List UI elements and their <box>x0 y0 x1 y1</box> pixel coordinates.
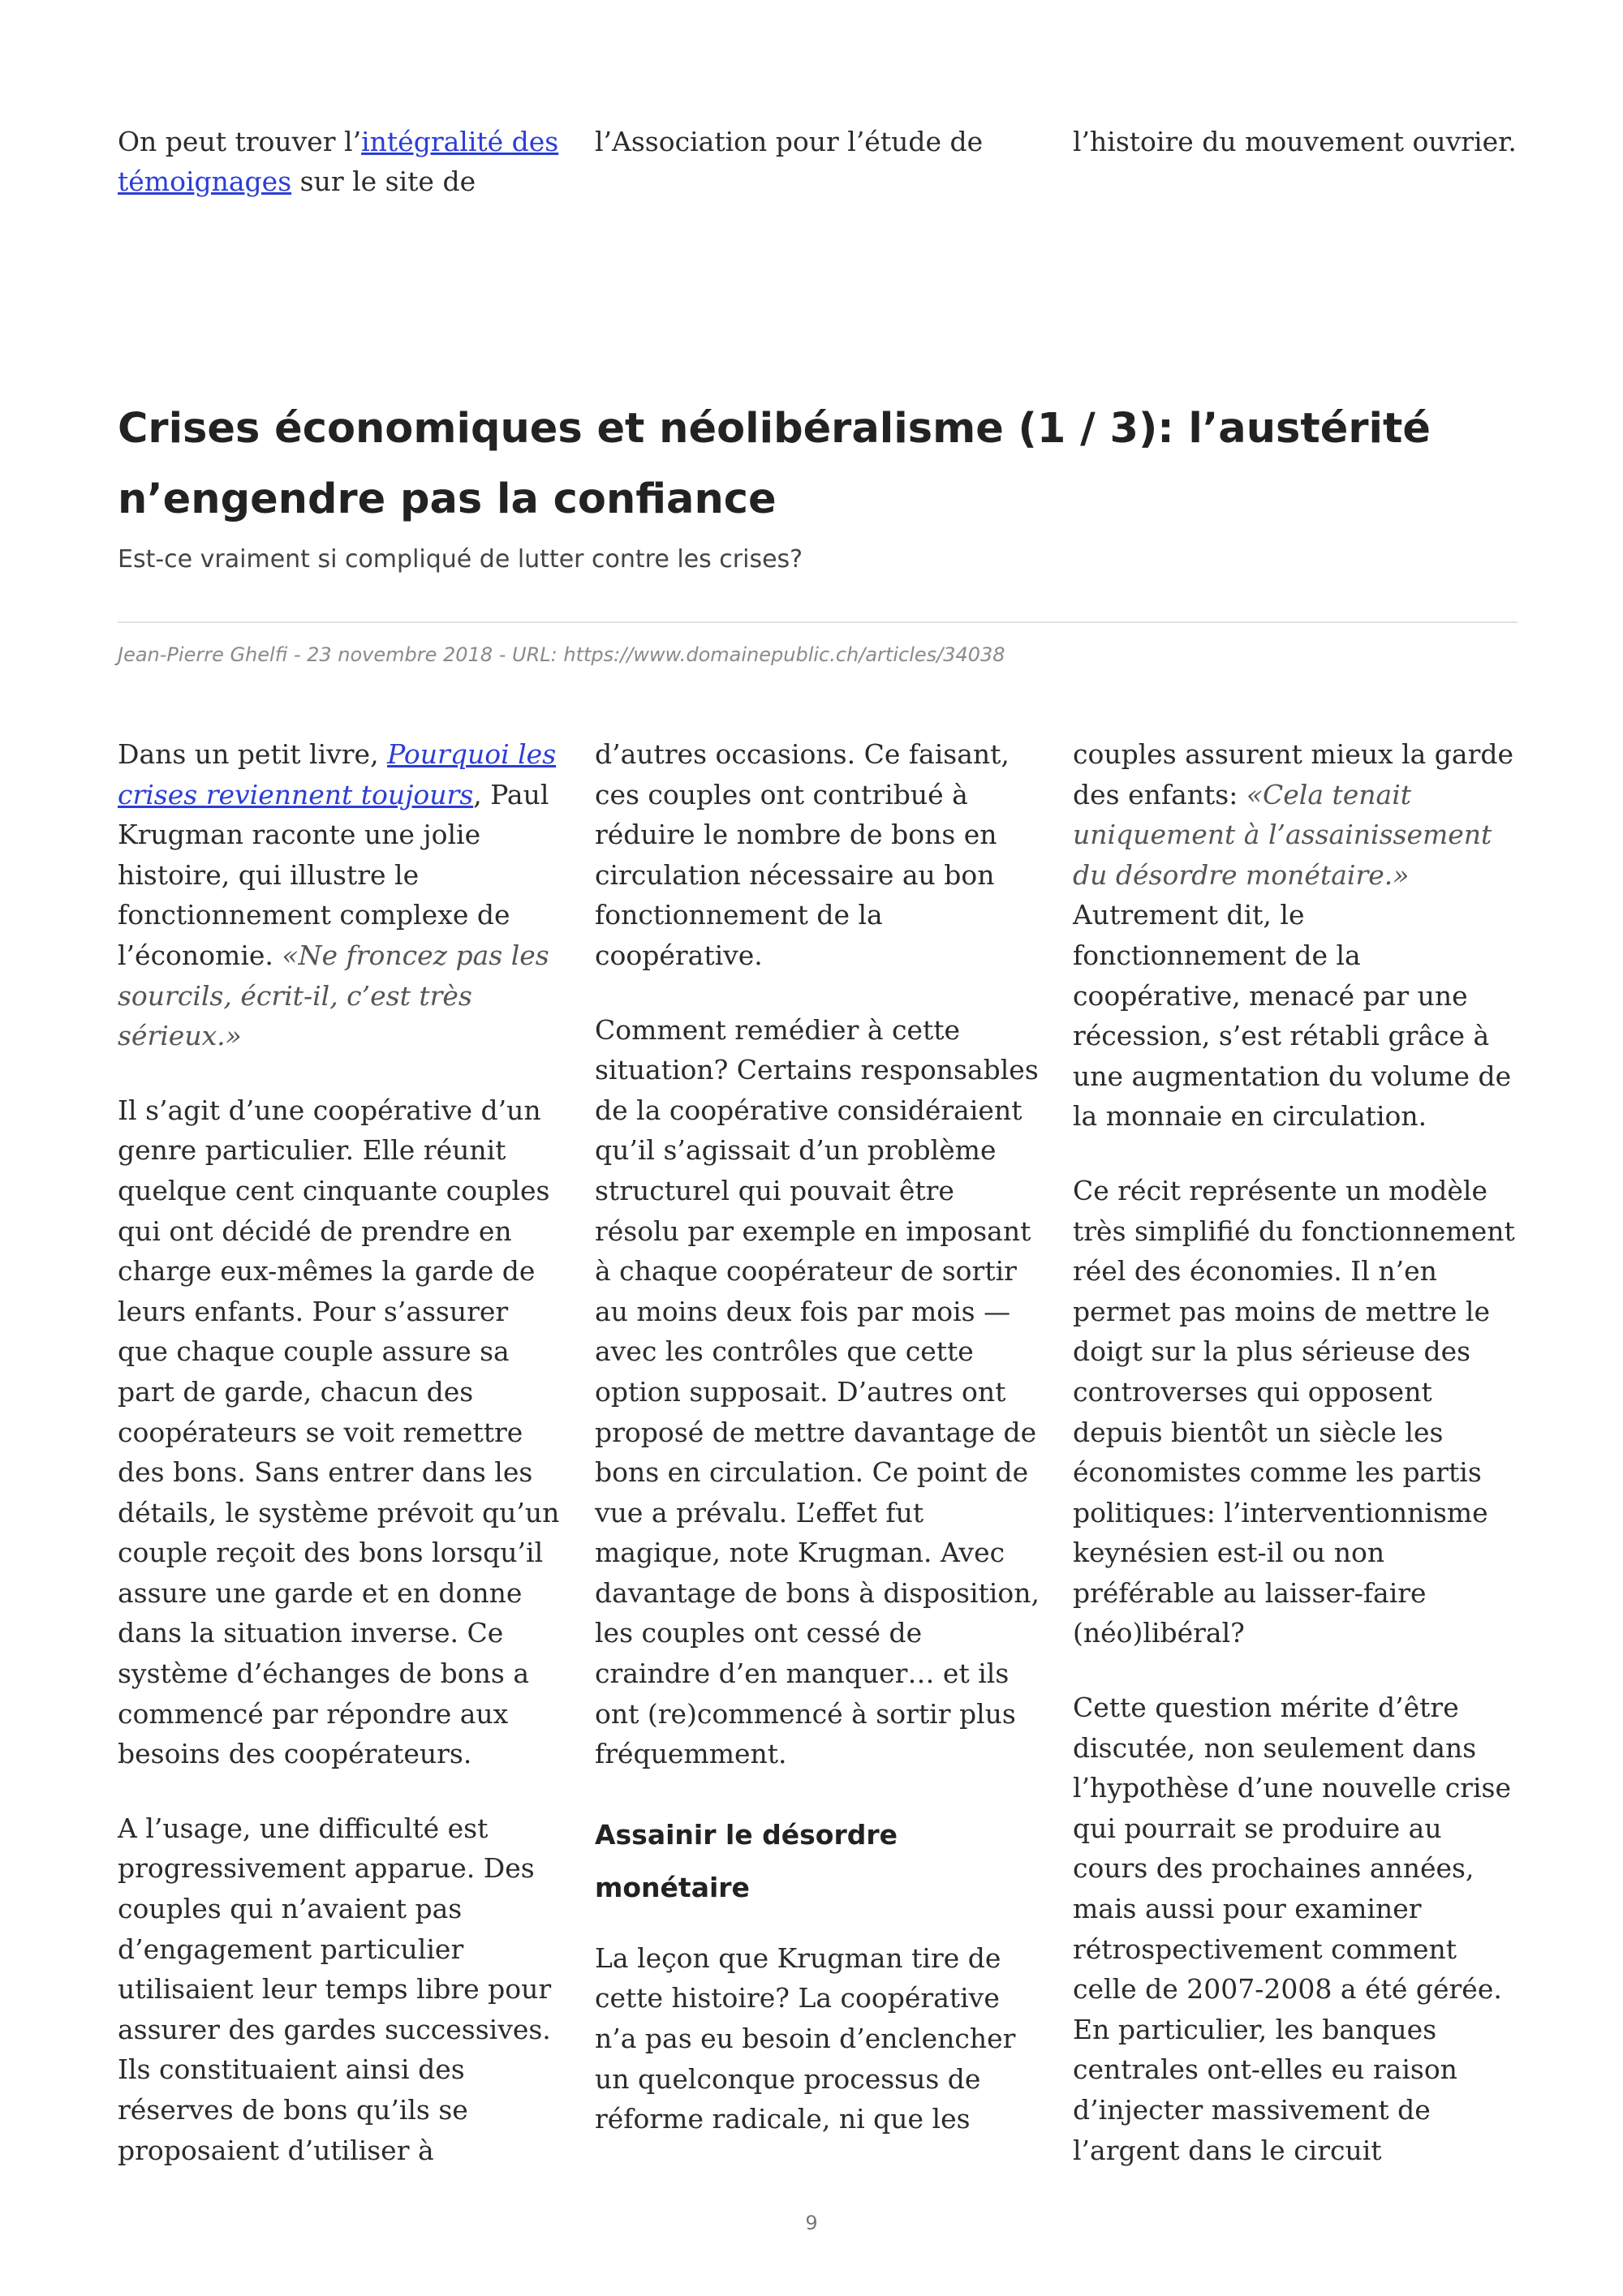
body-column-2 <box>595 734 1041 2173</box>
body-column-3 <box>1073 734 1519 2204</box>
article-title: Crises économiques et néolibéralisme (1 / 3): l’austérité n’engendre pas la confiance <box>118 405 1431 523</box>
article-subtitle: Est-ce vraiment si compliqué de lutter contre les crises? <box>118 545 803 574</box>
article-meta: Jean-Pierre Ghelfi - 23 novembre 2018 - URL: https://www.domainepublic.ch/articles/34038 <box>118 643 1005 666</box>
paragraph <box>118 734 564 1056</box>
tail-column-3: l’histoire du mouvement ouvrier. <box>1073 126 1517 157</box>
page-number: 9 <box>805 2212 818 2234</box>
tail-text-prefix: On peut trouver l’ <box>118 126 362 157</box>
paragraph: Ce récit représente un modèle très simplifié du fonctionnement réel des économies. Il n’en permet pas moins de mettre le doigt sur la plus sérieuse des controverses qui opposent depuis bientôt un siècle les économistes comme les partis politiques: l’interventionnisme keynésien est-il ou non préférable au laisser-faire (néo)libéral? <box>1073 1174 1515 1649</box>
tail-text-suffix: sur le site de <box>291 166 476 197</box>
paragraph <box>1073 734 1519 1137</box>
tail-column-1 <box>118 122 564 201</box>
paragraph-text: Dans un petit livre, <box>118 738 388 770</box>
paragraph: Il s’agit d’une coopérative d’un genre particulier. Elle réunit quelque cent cinquante couples qui ont décidé de prendre en charge eux-mêmes la garde de leurs enfants. Pour s’assurer que chaque couple assure sa part de garde, chacun des coopérateurs se voit remettre des bons. Sans entrer dans les détails, le système prévoit qu’un couple reçoit des bons lorsqu’il assure une garde et en donne dans la situation inverse. Ce système d’échanges de bons a commencé par répondre aux besoins des coopérateurs. <box>118 1094 560 1770</box>
paragraph: A l’usage, une difficulté est progressivement apparue. Des couples qui n’avaient pas d’engagement particulier utilisaient leur temps libre pour assurer des gardes successives. Ils constituaient ainsi des réserves de bons qu’ils se proposaient d’utiliser à <box>118 1812 552 2166</box>
monetary-quote: «Cela tenait uniquement à l’assainissement du désordre monétaire.» <box>1073 778 1492 891</box>
testimonies-link[interactable]: intégralité des témoignages <box>118 126 559 197</box>
header-divider <box>118 621 1518 623</box>
paragraph: Cette question mérite d’être discutée, non seulement dans l’hypothèse d’une nouvelle crise qui pourrait se produire au cours des prochaines années, mais aussi pour examiner rétrospectivement comment celle de 2007-2008 a été gérée. En particulier, les banques centrales ont-elles eu raison d’injecter massivement de l’argent dans le circuit <box>1073 1692 1512 2166</box>
paragraph: La leçon que Krugman tire de cette histoire? La coopérative n’a pas eu besoin d’enclencher un quelconque processus de réforme radicale, ni que les <box>595 1941 1016 2135</box>
paragraph-text: , Paul Krugman raconte une jolie histoire, qui illustre le fonctionnement complexe de l’économie. <box>118 778 549 971</box>
section-heading: Assainir le désordre monétaire <box>595 1818 898 1903</box>
paragraph-text: Autrement dit, le fonctionnement de la coopérative, menacé par une récession, s’est rétabli grâce à une augmentation du volume de la monnaie en circulation. <box>1073 899 1512 1133</box>
book-title[interactable]: Pourquoi les crises reviennent toujours <box>118 738 557 810</box>
body-column-1 <box>118 734 564 2204</box>
paragraph: d’autres occasions. Ce faisant, ces couples ont contribué à réduire le nombre de bons en circulation nécessaire au bon fonctionnement de la coopérative. <box>595 738 1010 971</box>
tail-column-2: l’Association pour l’étude de <box>595 126 984 157</box>
paragraph: Comment remédier à cette situation? Certains responsables de la coopérative considéraient qu’il s’agissait d’un problème structurel qui pouvait être résolu par exemple en imposant à chaque coopérateur de sortir au moins deux fois par mois — avec les contrôles que cette option supposait. D’autres ont proposé de mettre davantage de bons en circulation. Ce point de vue a prévalu. L’effet fut magique, note Krugman. Avec davantage de bons à disposition, les couples ont cessé de craindre d’en manquer… et ils ont (re)commencé à sortir plus fréquemment. <box>595 1013 1040 1770</box>
paragraph-text: couples assurent mieux la garde des enfants: <box>1073 738 1514 810</box>
article-body <box>118 734 1530 2178</box>
krugman-quote: «Ne froncez pas les sourcils, écrit-il, c’est très sérieux.» <box>118 939 549 1052</box>
